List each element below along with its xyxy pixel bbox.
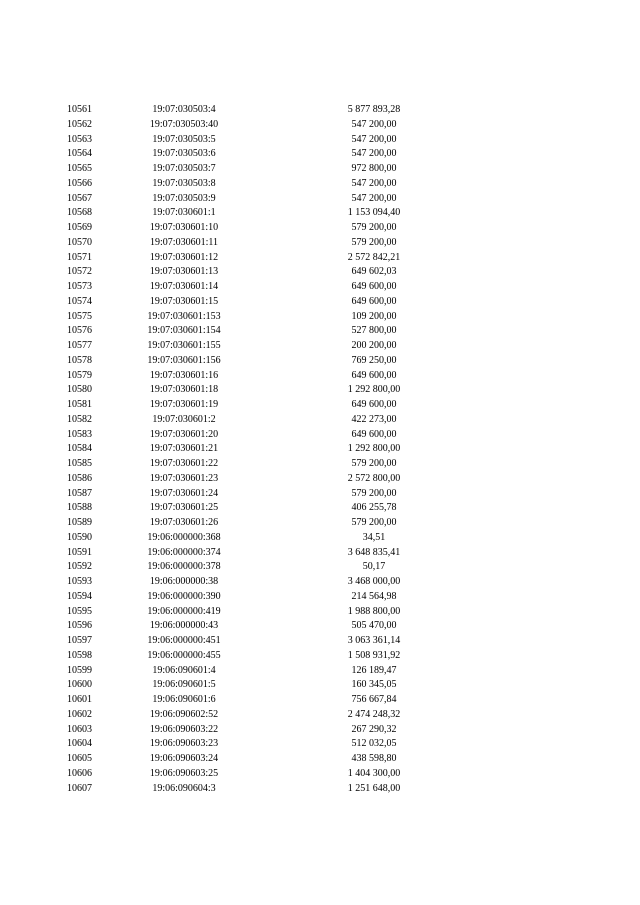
table-row — [0, 339, 640, 354]
row-number: 10570 — [67, 236, 92, 248]
cadastral-value: 649 600,00 — [351, 428, 397, 440]
cadastral-value: 3 063 361,14 — [347, 635, 401, 646]
row-number: 10587 — [67, 487, 92, 499]
table-row — [0, 487, 640, 502]
row-number: 10564 — [67, 148, 92, 160]
row-number: 10602 — [67, 708, 92, 720]
cadastral-value: 649 600,00 — [351, 281, 397, 292]
table-row — [0, 118, 640, 133]
row-number: 10601 — [67, 694, 92, 705]
row-number: 10603 — [67, 723, 92, 735]
cadastral-code: 19:06:000000:374 — [147, 546, 221, 558]
row-number: 10583 — [67, 428, 92, 440]
table-row — [0, 619, 640, 634]
table-row — [0, 782, 640, 797]
cadastral-code: 19:07:030601:20 — [149, 428, 219, 440]
row-number: 10568 — [67, 207, 92, 219]
cadastral-code: 19:07:030601:12 — [149, 251, 219, 263]
cadastral-value: 1 153 094,40 — [347, 207, 401, 219]
cadastral-code: 19:07:030601:21 — [149, 443, 219, 455]
cadastral-code: 19:07:030503:7 — [152, 163, 216, 174]
row-number: 10580 — [67, 384, 92, 396]
row-number: 10596 — [67, 620, 92, 632]
cadastral-value: 579 200,00 — [351, 222, 397, 233]
cadastral-code: 19:07:030601:154 — [147, 325, 221, 337]
cadastral-value: 649 600,00 — [351, 369, 397, 381]
cadastral-value: 34,51 — [362, 531, 386, 543]
cadastral-value: 547 200,00 — [351, 118, 397, 130]
row-number: 10563 — [67, 133, 92, 145]
row-number: 10584 — [67, 443, 92, 455]
row-number: 10577 — [67, 340, 92, 351]
cadastral-code: 19:07:030601:26 — [149, 517, 219, 528]
cadastral-code: 19:06:000000:43 — [149, 620, 219, 632]
cadastral-code: 19:07:030503:40 — [149, 118, 219, 130]
cadastral-value: 579 200,00 — [351, 487, 397, 499]
cadastral-code: 19:07:030503:9 — [152, 192, 216, 204]
cadastral-value: 1 251 648,00 — [347, 782, 401, 794]
table-row — [0, 605, 640, 620]
cadastral-value: 547 200,00 — [351, 148, 397, 160]
cadastral-code: 19:06:090604:3 — [152, 782, 216, 794]
cadastral-code: 19:07:030601:25 — [149, 502, 219, 514]
row-number: 10592 — [67, 561, 92, 573]
row-number: 10594 — [67, 590, 92, 602]
cadastral-value: 2 572 842,21 — [347, 251, 401, 263]
row-number: 10597 — [67, 635, 92, 646]
row-number: 10582 — [67, 413, 92, 425]
cadastral-code: 19:06:000000:368 — [147, 531, 221, 543]
row-number: 10589 — [67, 517, 92, 528]
table-row — [0, 413, 640, 428]
table-row — [0, 236, 640, 251]
row-number: 10565 — [67, 163, 92, 174]
row-number: 10569 — [67, 222, 92, 233]
table-row — [0, 708, 640, 723]
table-row — [0, 693, 640, 708]
cadastral-code: 19:06:090601:4 — [152, 664, 216, 676]
cadastral-value: 769 250,00 — [351, 354, 397, 366]
cadastral-value: 649 602,03 — [351, 266, 397, 278]
row-number: 10591 — [67, 546, 92, 558]
cadastral-value: 512 032,05 — [351, 738, 397, 750]
cadastral-value: 649 600,00 — [351, 295, 397, 307]
cadastral-value: 756 667,84 — [351, 694, 397, 705]
cadastral-code: 19:06:090603:25 — [149, 767, 219, 779]
table-row — [0, 295, 640, 310]
table-row — [0, 516, 640, 531]
cadastral-code: 19:06:000000:419 — [147, 605, 221, 617]
row-number: 10576 — [67, 325, 92, 337]
row-number: 10578 — [67, 354, 92, 366]
cadastral-value: 2 474 248,32 — [347, 708, 401, 720]
row-number: 10562 — [67, 118, 92, 130]
cadastral-value: 579 200,00 — [351, 236, 397, 248]
cadastral-code: 19:06:090601:5 — [152, 679, 216, 691]
table-row — [0, 265, 640, 280]
table-row — [0, 192, 640, 207]
row-number: 10581 — [67, 399, 92, 410]
cadastral-code: 19:06:090603:23 — [149, 738, 219, 750]
data-table — [0, 103, 640, 796]
table-row — [0, 221, 640, 236]
table-row — [0, 546, 640, 561]
table-row — [0, 752, 640, 767]
cadastral-code: 19:07:030601:156 — [147, 354, 221, 366]
row-number: 10598 — [67, 649, 92, 661]
cadastral-value: 547 200,00 — [351, 192, 397, 204]
table-row — [0, 251, 640, 266]
table-row — [0, 206, 640, 221]
cadastral-value: 579 200,00 — [351, 517, 397, 528]
table-row — [0, 501, 640, 516]
row-number: 10607 — [67, 782, 92, 794]
table-row — [0, 103, 640, 118]
row-number: 10573 — [67, 281, 92, 292]
row-number: 10599 — [67, 664, 92, 676]
table-row — [0, 590, 640, 605]
table-row — [0, 428, 640, 443]
table-row — [0, 531, 640, 546]
table-row — [0, 575, 640, 590]
cadastral-code: 19:07:030601:15 — [149, 295, 219, 307]
table-row — [0, 354, 640, 369]
cadastral-value: 1 988 800,00 — [347, 605, 401, 617]
row-number: 10571 — [67, 251, 92, 263]
cadastral-value: 160 345,05 — [351, 679, 397, 691]
table-row — [0, 649, 640, 664]
row-number: 10586 — [67, 472, 92, 484]
row-number: 10593 — [67, 576, 92, 587]
cadastral-code: 19:07:030601:18 — [149, 384, 219, 396]
cadastral-value: 126 189,47 — [351, 664, 397, 676]
cadastral-code: 19:06:000000:455 — [147, 649, 221, 661]
row-number: 10588 — [67, 502, 92, 514]
cadastral-code: 19:07:030503:8 — [152, 177, 216, 189]
cadastral-value: 1 292 800,00 — [347, 384, 401, 396]
cadastral-code: 19:07:030601:11 — [150, 236, 218, 248]
cadastral-value: 422 273,00 — [351, 413, 397, 425]
cadastral-value: 267 290,32 — [351, 723, 397, 735]
cadastral-code: 19:06:090603:24 — [149, 753, 219, 764]
table-row — [0, 133, 640, 148]
cadastral-value: 579 200,00 — [351, 458, 397, 469]
cadastral-code: 19:07:030601:13 — [149, 266, 219, 278]
row-number: 10572 — [67, 266, 92, 278]
table-row — [0, 398, 640, 413]
cadastral-code: 19:07:030601:155 — [147, 340, 221, 351]
table-row — [0, 310, 640, 325]
table-row — [0, 560, 640, 575]
cadastral-value: 50,17 — [362, 561, 386, 573]
cadastral-value: 109 200,00 — [351, 310, 397, 322]
cadastral-value: 1 404 300,00 — [347, 767, 401, 779]
cadastral-code: 19:06:090601:6 — [152, 694, 216, 705]
cadastral-value: 3 648 835,41 — [347, 546, 401, 558]
row-number: 10606 — [67, 767, 92, 779]
row-number: 10590 — [67, 531, 92, 543]
cadastral-value: 200 200,00 — [351, 340, 397, 351]
cadastral-value: 1 508 931,92 — [347, 649, 401, 661]
cadastral-value: 3 468 000,00 — [347, 576, 401, 587]
table-row — [0, 472, 640, 487]
table-row — [0, 383, 640, 398]
cadastral-code: 19:06:000000:451 — [147, 635, 221, 646]
cadastral-value: 1 292 800,00 — [347, 443, 401, 455]
row-number: 10595 — [67, 605, 92, 617]
row-number: 10561 — [67, 104, 92, 115]
table-row — [0, 664, 640, 679]
row-number: 10574 — [67, 295, 92, 307]
table-row — [0, 280, 640, 295]
table-row — [0, 634, 640, 649]
table-row — [0, 737, 640, 752]
cadastral-value: 547 200,00 — [351, 133, 397, 145]
cadastral-code: 19:06:000000:378 — [147, 561, 221, 573]
table-row — [0, 369, 640, 384]
row-number: 10566 — [67, 177, 92, 189]
cadastral-code: 19:06:000000:38 — [149, 576, 219, 587]
cadastral-code: 19:07:030503:4 — [152, 104, 216, 115]
cadastral-code: 19:07:030601:153 — [147, 310, 221, 322]
table-row — [0, 678, 640, 693]
cadastral-code: 19:07:030601:19 — [149, 399, 219, 410]
table-row — [0, 147, 640, 162]
cadastral-code: 19:07:030503:5 — [152, 133, 216, 145]
table-row — [0, 723, 640, 738]
cadastral-code: 19:07:030503:6 — [152, 148, 216, 160]
cadastral-code: 19:06:090602:52 — [149, 708, 219, 720]
cadastral-value: 5 877 893,28 — [347, 104, 401, 115]
table-row — [0, 177, 640, 192]
cadastral-code: 19:06:090603:22 — [149, 723, 219, 735]
cadastral-code: 19:07:030601:14 — [149, 281, 219, 292]
row-number: 10579 — [67, 369, 92, 381]
table-row — [0, 457, 640, 472]
table-row — [0, 162, 640, 177]
cadastral-value: 2 572 800,00 — [347, 472, 401, 484]
cadastral-code: 19:07:030601:24 — [149, 487, 219, 499]
row-number: 10605 — [67, 753, 92, 764]
row-number: 10567 — [67, 192, 92, 204]
cadastral-value: 406 255,78 — [351, 502, 397, 514]
row-number: 10575 — [67, 310, 92, 322]
cadastral-code: 19:07:030601:2 — [152, 413, 216, 425]
cadastral-value: 649 600,00 — [351, 399, 397, 410]
cadastral-value: 214 564,98 — [351, 590, 397, 602]
row-number: 10585 — [67, 458, 92, 469]
table-row — [0, 324, 640, 339]
cadastral-code: 19:07:030601:1 — [152, 207, 216, 219]
cadastral-value: 438 598,80 — [351, 753, 397, 764]
cadastral-value: 547 200,00 — [351, 177, 397, 189]
row-number: 10604 — [67, 738, 92, 750]
table-row — [0, 767, 640, 782]
cadastral-value: 527 800,00 — [351, 325, 397, 337]
cadastral-code: 19:07:030601:16 — [149, 369, 219, 381]
cadastral-code: 19:07:030601:10 — [149, 222, 219, 233]
cadastral-code: 19:06:000000:390 — [147, 590, 221, 602]
cadastral-value: 505 470,00 — [351, 620, 397, 632]
row-number: 10600 — [67, 679, 92, 691]
table-row — [0, 442, 640, 457]
cadastral-value: 972 800,00 — [351, 163, 397, 174]
cadastral-code: 19:07:030601:22 — [149, 458, 219, 469]
cadastral-code: 19:07:030601:23 — [149, 472, 219, 484]
